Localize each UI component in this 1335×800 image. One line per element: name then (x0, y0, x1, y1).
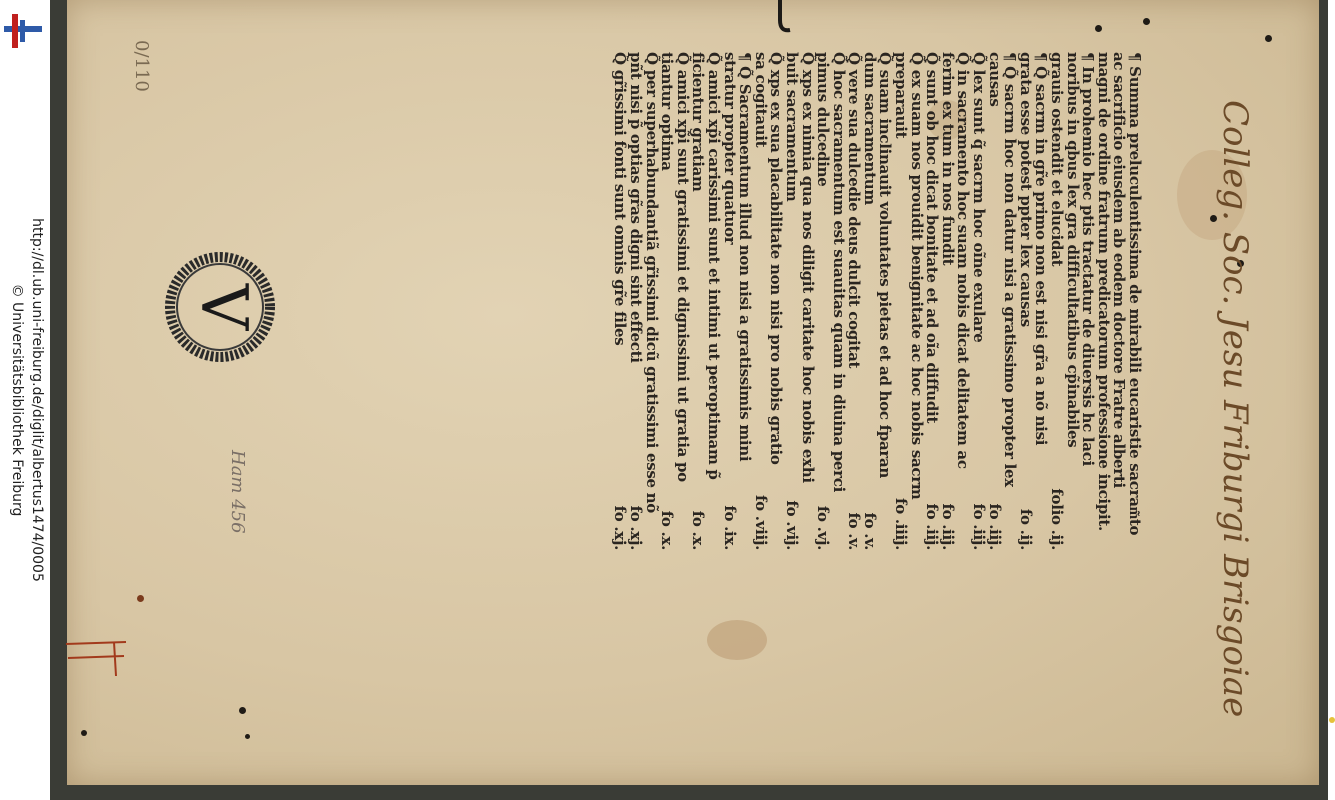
line-text: Q̃ in sacramento hoc suam nobis dicat delitatem ac (954, 52, 973, 469)
line-text: pñt nisi p̃ optias gr̃as digni sint effecti (627, 52, 645, 363)
line-text: Q̃ vere sua dulcedie deus dulcit cogitat (845, 52, 864, 369)
line-text: Q̃ xps ex sua placabilitate non nisi pro nobis gratio (767, 52, 786, 465)
folio-number: fo .vj. (814, 505, 833, 550)
line-text: buit sacramentum (782, 52, 801, 202)
folio-number: fo .x. (689, 510, 708, 550)
copyright-text: © Universitätsbibliothek Freiburg (9, 283, 25, 517)
folio-number: fo .xj. (611, 505, 630, 550)
ink-mark (768, 0, 798, 40)
line-text: Q̃ gr̃issimi fonti sunt omnis gr̃e files (611, 52, 630, 346)
line-text: magni de ordine fratrum predicatorum professione incipit. (1094, 52, 1113, 531)
text-line (893, 52, 909, 550)
text-line (877, 52, 893, 550)
text-line (830, 52, 846, 550)
text-line (612, 52, 628, 550)
line-text: ficientur gratiam (689, 52, 708, 192)
folio-number: fo .x. (658, 510, 677, 550)
line-text: pimus dulcedine (814, 52, 833, 187)
line-text: preparauit (892, 52, 911, 139)
printed-text-lines (316, 52, 1142, 550)
text-line (799, 52, 815, 550)
handwritten-inscription: Colleg. Soc. Jesu Friburgi Brisgoiae (1215, 100, 1255, 718)
right-margin (1328, 0, 1335, 800)
text-line (752, 52, 768, 550)
text-line (1002, 52, 1018, 550)
funder-logo-icon (1329, 700, 1335, 740)
folio-number: folio .ij. (1048, 488, 1067, 550)
line-text: ¶ Q̃ sacrm in gr̃e primo non est nisi gr̃a a nõ nisi (1032, 52, 1051, 446)
folio-number: fo .vij. (782, 500, 801, 550)
library-stamp (163, 250, 277, 364)
sidebar-caption (3, 0, 47, 800)
line-text: ¶ Q̃ Sacramentum illud non nisi a gratissimis mini (736, 52, 755, 462)
text-line (643, 52, 659, 550)
text-line (986, 52, 1002, 550)
line-text: causas (985, 52, 1004, 107)
text-line (1048, 52, 1067, 550)
line-text: Q̃ xps ex nimia qua nos diligit caritate hoc nobis exhi (798, 52, 817, 483)
line-text: grauis ostendit et elucidat (1048, 52, 1067, 267)
text-line (970, 52, 989, 550)
line-text: Q̃ suam inclinauit voluntates pietas et ad hoc fparan (876, 52, 895, 479)
line-text: Q̃ hoc sacramentum est suauitas quam in diuina perci (829, 52, 848, 492)
text-line (1033, 52, 1049, 550)
text-line (1080, 52, 1096, 550)
folio-number: fo .iiij. (892, 498, 911, 550)
text-line (721, 52, 737, 550)
folio-number: fo .iij. (985, 503, 1004, 550)
line-text: ac sacrificio eiusdem ab eodem doctore Fratre alberti (1110, 52, 1129, 488)
text-line (1064, 52, 1080, 550)
line-text: grata esse potest ppter lex causas (1016, 52, 1035, 327)
text-line (846, 52, 862, 550)
shelfmark: 0/110 (131, 40, 152, 92)
text-line (1017, 52, 1033, 550)
folio-number: fo .ix. (720, 505, 739, 550)
line-text: dum sacramentum (860, 52, 879, 205)
folio-number: fo .v. (845, 512, 864, 550)
folio-number: fo .iij. (938, 503, 957, 550)
stamp-letter: V (186, 283, 261, 331)
line-text: ¶ In prohemio hec ptis tractatur de diuersis hc laci (1079, 52, 1098, 466)
line-text: Q̃ lex sunt q̃ sacrm hoc oĩne exulare (970, 52, 989, 343)
text-line (627, 52, 643, 550)
text-line (737, 52, 753, 550)
text-line (955, 52, 971, 550)
text-line (815, 52, 831, 550)
line-text: Q̃ ex suam nos prouidit benignitate ac hoc nobis sacrm (907, 52, 926, 500)
text-line (768, 52, 784, 550)
line-text: noribus in qbus lex gra difficultatibus cp̃inabiles (1063, 52, 1082, 448)
folio-number: fo .v. (860, 512, 879, 550)
line-text: stratur propter quatuor (720, 52, 739, 245)
folio-number: fo .iij. (923, 503, 942, 550)
text-line (1095, 52, 1111, 550)
source-url[interactable]: http://dl.ub.uni-freiburg.de/diglit/albertus1474/0005 (29, 218, 45, 582)
text-line (659, 52, 675, 550)
text-line (861, 52, 877, 550)
line-text: ¶ Q̃ sacrm hoc non datur nisi a gratissimo propter lex (1001, 52, 1020, 487)
text-line (690, 52, 706, 550)
line-text: Q̃ amici xp̃i carissimi sunt et intimi ut peroptimam p̃ (704, 52, 723, 480)
text-line (1126, 52, 1142, 550)
line-text: Q̃ amici xp̃i sunt gratissimi et dignissimi ut gratia po (673, 52, 692, 482)
line-text: Q̃ sunt ob hoc dicat bonitate et ad oĩa diffudit (923, 52, 942, 424)
line-text: Q̃ per superhabundantiã gr̃issimi dicũ gratissimi esse nõ (642, 52, 661, 513)
text-line (1111, 52, 1127, 550)
text-line (908, 52, 924, 550)
line-text: tiantur optima (658, 52, 677, 171)
folio-number: fo .ij. (1016, 508, 1035, 550)
text-line (783, 52, 799, 550)
folio-number: fo .viij. (751, 495, 770, 550)
text-line (674, 52, 690, 550)
printed-text (316, 52, 1142, 550)
text-line (924, 52, 940, 550)
line-text: ferim ex tum in nos fundit (938, 52, 957, 266)
catalog-note: Ham 456 (227, 450, 248, 534)
text-line (705, 52, 721, 550)
sidebar (0, 0, 50, 800)
folio-number: fo .iij. (970, 503, 989, 550)
line-text: ¶ Summa preluculentissima de mirabili eucaristie sacram͂to (1126, 52, 1144, 536)
folio-number: fo .xj. (627, 505, 645, 550)
red-mark (64, 640, 134, 680)
text-line (939, 52, 955, 550)
line-text: sa cogitauit (751, 52, 770, 148)
